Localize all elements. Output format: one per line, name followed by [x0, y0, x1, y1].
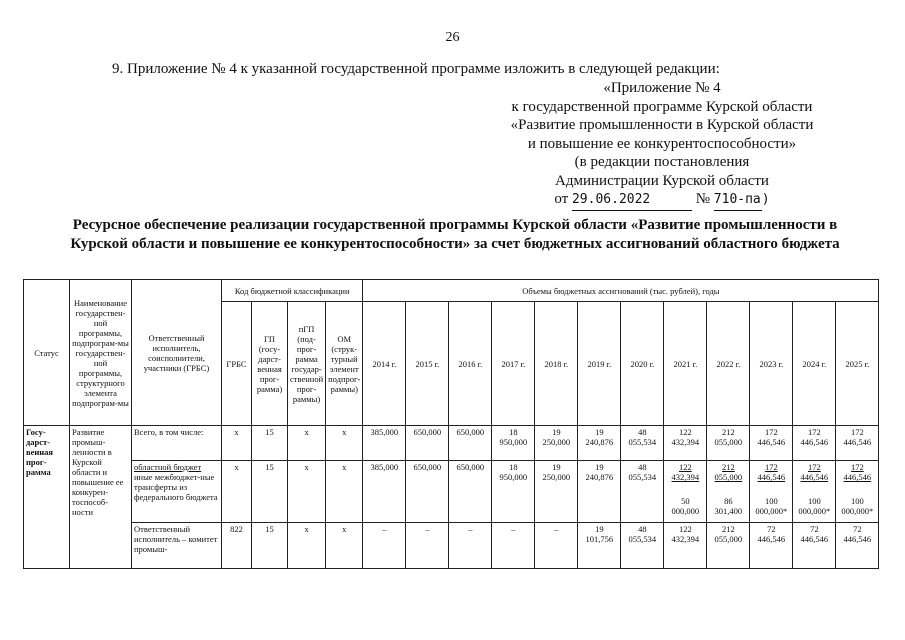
value-cell: 48 055,534	[621, 426, 664, 461]
table-row	[24, 461, 879, 523]
pgp-cell: x	[288, 426, 326, 461]
value-cell: 18 950,000	[492, 461, 535, 523]
number-prefix: №	[695, 191, 711, 207]
value-cell: 72 446,546	[836, 523, 879, 569]
header-year: 2023 г.	[750, 302, 793, 426]
header-gp: ГП (госу-дарст-венная прог-рамма)	[252, 302, 288, 426]
header-name: Наименование государствен-ной программы, подпрограм-мы государствен-ной программы, структурного элемента подпрограм-мы	[70, 280, 132, 426]
transfer-value: 100 000,000*	[841, 496, 874, 516]
value-cell: 72 446,546	[750, 523, 793, 569]
status-cell: Госу-дарст-венная прог-рамма	[24, 426, 70, 569]
value-cell	[836, 461, 879, 523]
gp-cell: 15	[252, 461, 288, 523]
appendix-line-4: и повышение ее конкурентоспособности»	[527, 135, 797, 152]
value-cell: –	[492, 523, 535, 569]
value-cell: 48 055,534	[621, 523, 664, 569]
om-cell: x	[326, 461, 363, 523]
value-cell: 19 101,756	[578, 523, 621, 569]
header-year: 2022 г.	[707, 302, 750, 426]
date-prefix: от	[554, 191, 569, 207]
budget-value: 172 446,546	[757, 462, 786, 482]
header-year: 2025 г.	[836, 302, 879, 426]
value-cell: 19 240,876	[578, 426, 621, 461]
value-cell: 212 055,000	[707, 523, 750, 569]
value-cell: –	[406, 523, 449, 569]
appendix-block	[482, 79, 842, 211]
value-cell: 72 446,546	[793, 523, 836, 569]
value-cell: 212 055,000	[707, 426, 750, 461]
header-year: 2015 г.	[406, 302, 449, 426]
executor-rest: иные межбюджет-ные трансферты из федерального бюджета	[134, 472, 218, 502]
header-budget-code: Код бюджетной классификации	[222, 280, 363, 302]
transfer-value: 100 000,000*	[798, 496, 831, 516]
header-year: 2020 г.	[621, 302, 664, 426]
executor-cell: Ответственный исполнитель – комитет промыш-	[132, 523, 222, 569]
value-cell: 19 240,876	[578, 461, 621, 523]
value-cell: –	[449, 523, 492, 569]
date-value: 29.06.2022	[572, 191, 692, 211]
appendix-line-2: к государственной программе Курской области	[511, 98, 813, 115]
transfer-value: 86 301,400	[714, 496, 743, 516]
table-row	[24, 523, 879, 569]
header-pgp: пГП (под-прог-рамма государ-ственной прог-раммы)	[288, 302, 326, 426]
value-cell: 172 446,546	[836, 426, 879, 461]
value-cell: 48 055,534	[621, 461, 664, 523]
value-cell: –	[363, 523, 406, 569]
value-cell: 650,000	[449, 426, 492, 461]
program-name-cell: Развитие промыш-ленности в Курской области и повышение ее конкурен-тоспособ-ности	[70, 426, 132, 569]
om-cell: x	[326, 426, 363, 461]
header-volumes: Объемы бюджетных ассигнований (тыс. рублей), годы	[363, 280, 879, 302]
value-cell: 122 432,394	[664, 523, 707, 569]
grbs-cell: x	[222, 426, 252, 461]
value-cell: 172 446,546	[750, 426, 793, 461]
header-year: 2024 г.	[793, 302, 836, 426]
value-cell	[664, 461, 707, 523]
header-year: 2021 г.	[664, 302, 707, 426]
header-grbs: ГРБС	[222, 302, 252, 426]
value-cell: 122 432,394	[664, 426, 707, 461]
number-suffix: )	[761, 192, 770, 207]
value-cell: –	[535, 523, 578, 569]
appendix-line-5: (в редакции постановления	[574, 154, 750, 170]
budget-value: 122 432,394	[671, 462, 700, 482]
value-cell: 385,000	[363, 426, 406, 461]
value-cell	[707, 461, 750, 523]
value-cell: 385,000	[363, 461, 406, 523]
value-cell: 650,000	[449, 461, 492, 523]
header-year: 2017 г.	[492, 302, 535, 426]
grbs-cell: x	[222, 461, 252, 523]
transfer-value: 50 000,000	[671, 496, 700, 516]
value-cell: 18 950,000	[492, 426, 535, 461]
budget-table-wrap	[23, 279, 879, 569]
om-cell: x	[326, 523, 363, 569]
pgp-cell: x	[288, 461, 326, 523]
appendix-line-3: «Развитие промышленности в Курской области	[510, 117, 814, 133]
document-title: Ресурсное обеспечение реализации государственной программы Курской области «Развитие промышленности в Курской области и повышение ее конкурентоспособности» за счет бюджетных ассигнований областного бюджета	[70, 217, 840, 252]
appendix-date-line	[482, 190, 842, 211]
header-year: 2016 г.	[449, 302, 492, 426]
value-cell: 19 250,000	[535, 426, 578, 461]
gp-cell: 15	[252, 523, 288, 569]
budget-value: 172 446,546	[800, 462, 829, 482]
value-cell: 172 446,546	[793, 426, 836, 461]
value-cell	[793, 461, 836, 523]
executor-cell: Всего, в том числе:	[132, 426, 222, 461]
header-executor: Ответственный исполнитель, соисполнители, участники (ГРБС)	[132, 280, 222, 426]
value-cell: 650,000	[406, 461, 449, 523]
grbs-cell: 822	[222, 523, 252, 569]
budget-value: 212 055,000	[714, 462, 743, 482]
pgp-cell: x	[288, 523, 326, 569]
intro-text: 9. Приложение № 4 к указанной государственной программе изложить в следующей редакции:	[112, 61, 720, 77]
executor-underlined: областной бюджет	[134, 462, 202, 472]
value-cell: 650,000	[406, 426, 449, 461]
table-row	[24, 426, 879, 461]
value-cell: 19 250,000	[535, 461, 578, 523]
header-status: Статус	[24, 280, 70, 426]
budget-table	[23, 279, 879, 569]
transfer-value: 100 000,000*	[755, 496, 788, 516]
appendix-line-1: «Приложение № 4	[603, 80, 721, 96]
appendix-line-6: Администрации Курской области	[555, 172, 769, 189]
budget-value: 172 446,546	[843, 462, 872, 482]
header-year: 2019 г.	[578, 302, 621, 426]
value-cell	[750, 461, 793, 523]
executor-cell	[132, 461, 222, 523]
header-year: 2018 г.	[535, 302, 578, 426]
number-value: 710-па	[714, 191, 762, 211]
page-number: 26	[445, 30, 460, 45]
header-year: 2014 г.	[363, 302, 406, 426]
header-om: ОМ (струк-турный элемент подпрог-раммы)	[326, 302, 363, 426]
gp-cell: 15	[252, 426, 288, 461]
